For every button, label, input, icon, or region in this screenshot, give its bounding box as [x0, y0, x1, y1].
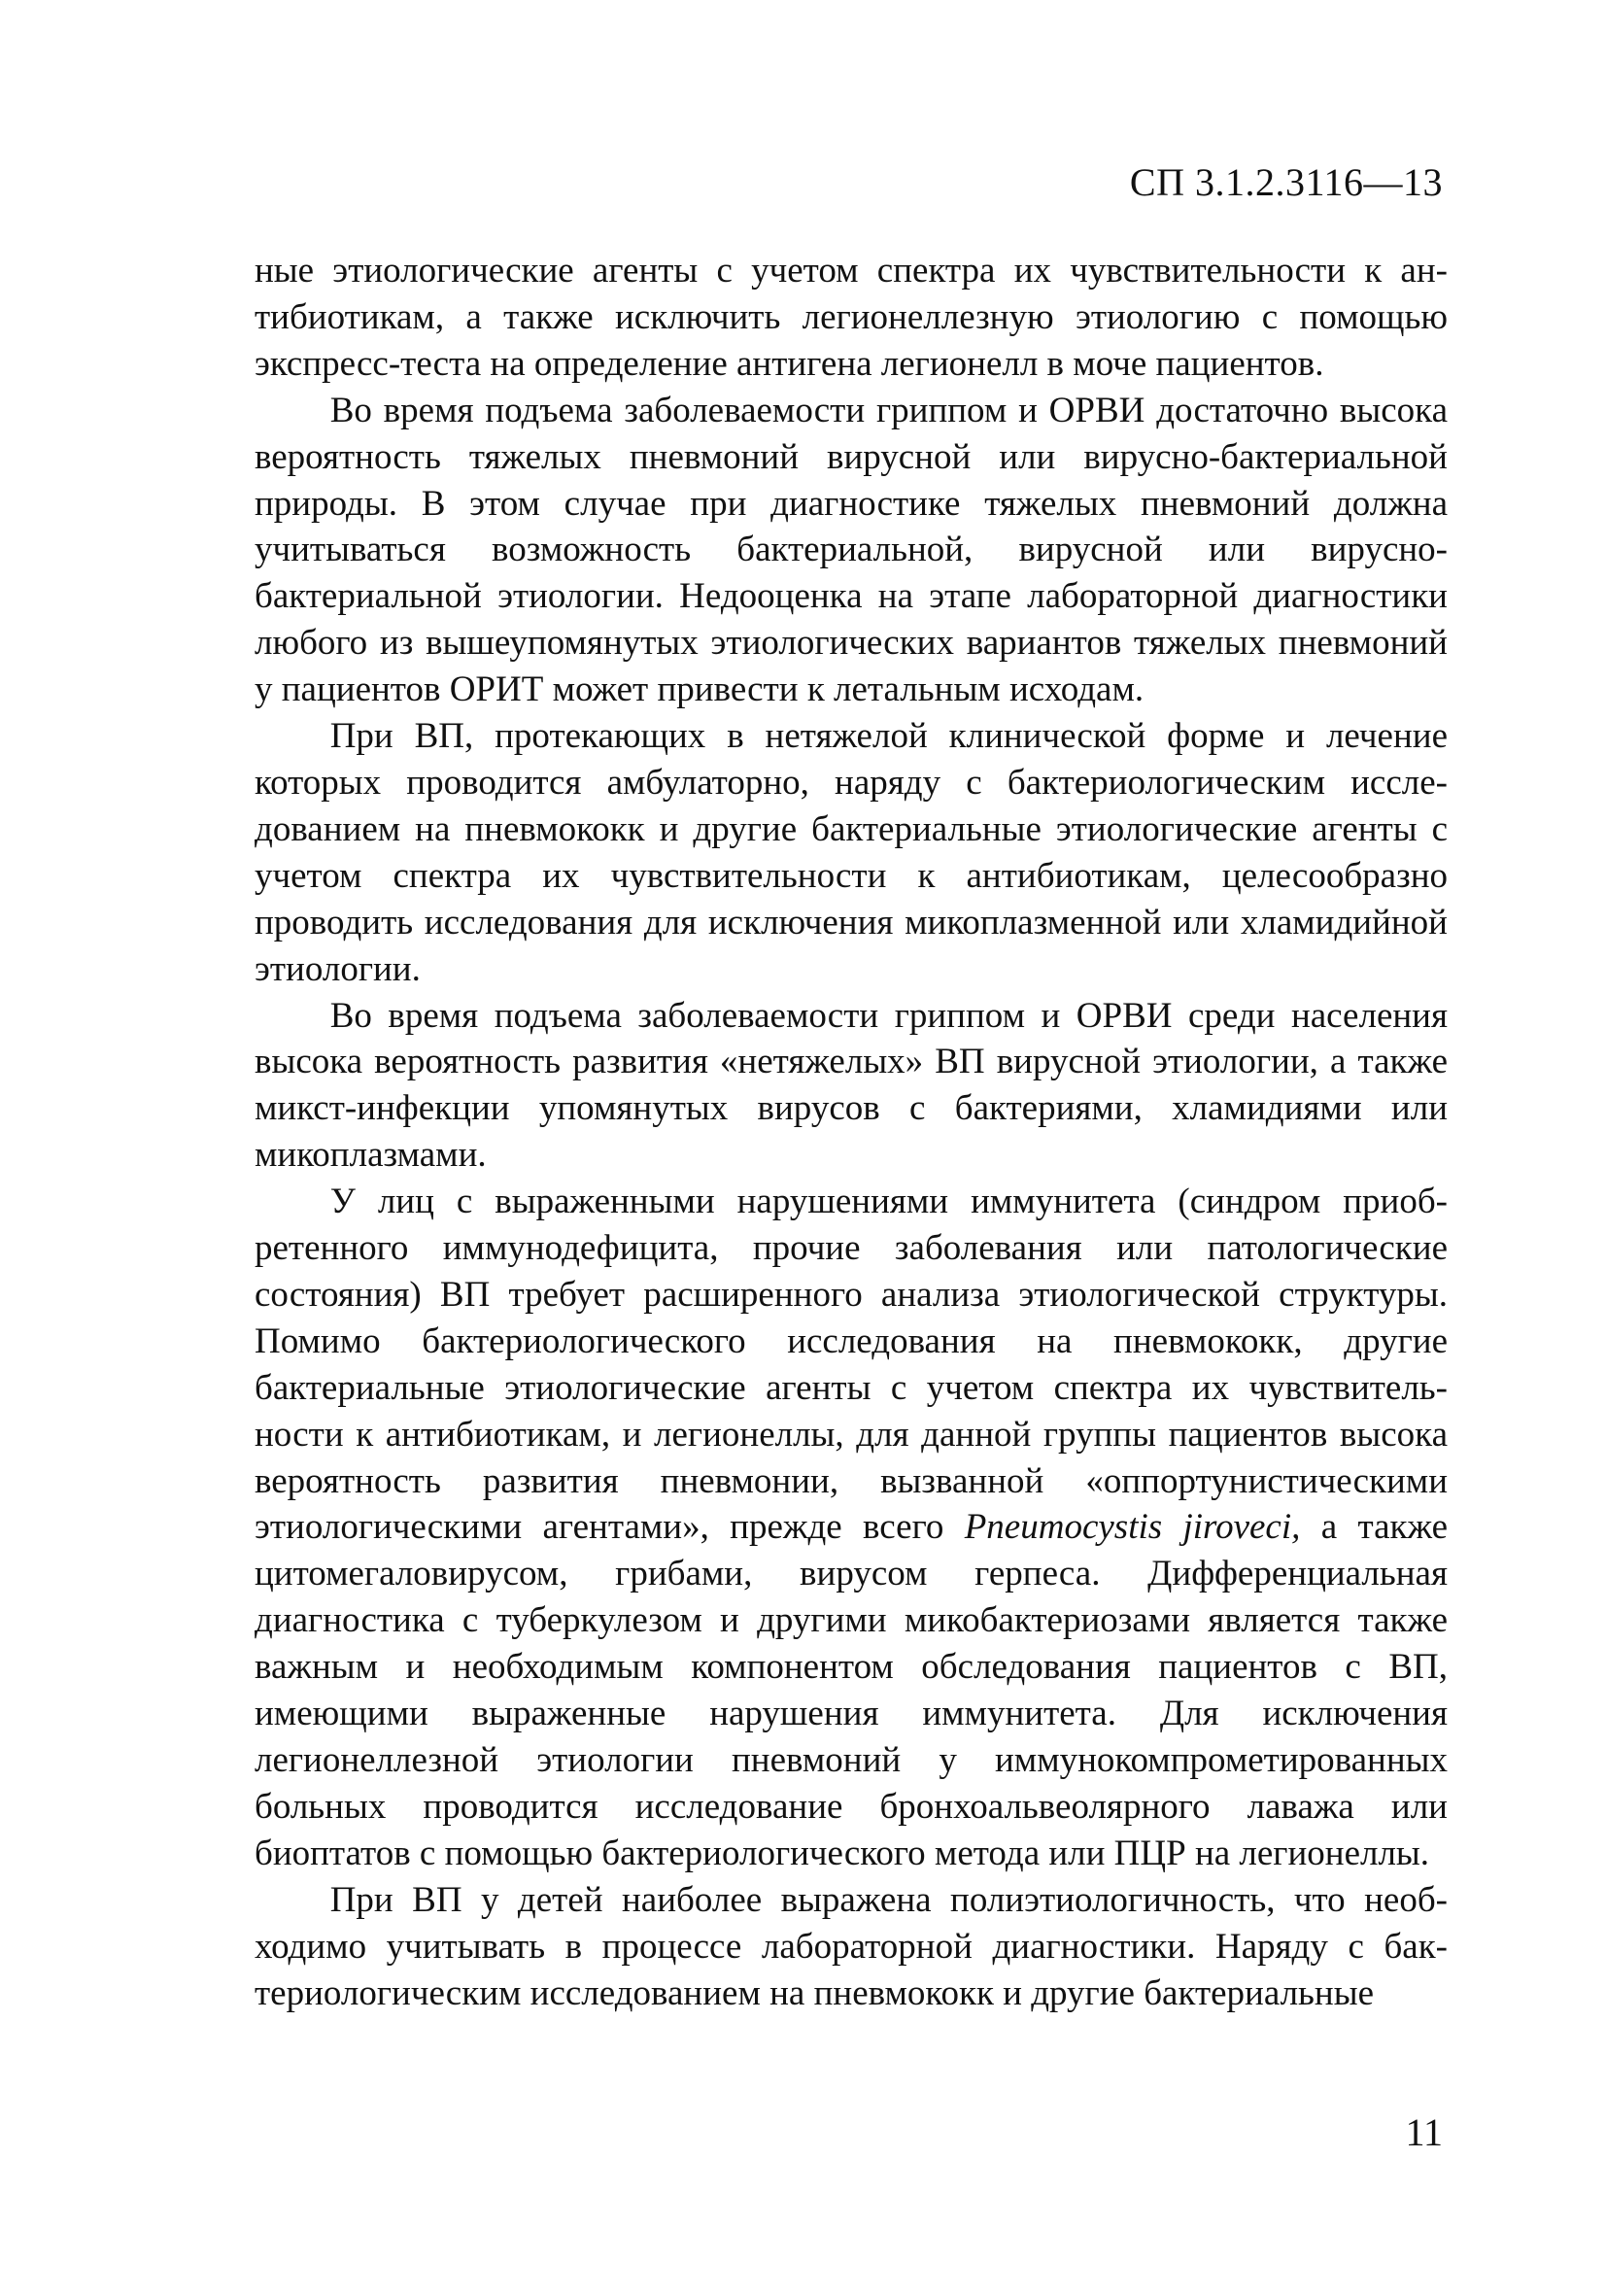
paragraph-children: При ВП у детей наиболее выражена полиэтиологичность, что необходимо учитывать в процессе лабораторной диагностики. Наряду с бактериологическим исследованием на пневмококк и другие бактериальные — [255, 1879, 1448, 2013]
pathogen-name-italic: Pneumocystis jiroveci, — [964, 1507, 1301, 1548]
document-code: СП 3.1.2.3116—13 — [1129, 160, 1443, 204]
paragraph-continuation: ные этиологические агенты с учетом спектра их чувствительности к антибиотикам, а также исключить легионеллезную этиологию с помощью экспресс-теста на определение антигена легионелл в моче пациентов. — [255, 251, 1448, 384]
immunodeficiency-text-after: а также цитомегаловирусом, грибами, вирусом герпеса. Дифференциальная диагностика с туберкулезом и другими микобактериозами является также важным и необходимым компонентом обследования пациентов с ВП, имеющими выраженные нарушения иммунитета. Для исключения легионеллезной этиологии пневмоний у иммунокомпрометированных больных проводится исследование бронхоальвеолярного лаважа или биоптатов с помощью бактериологического метода или ПЦР на легионеллы. — [255, 1507, 1448, 1873]
page-number: 11 — [1405, 2110, 1443, 2154]
immunodeficiency-text-before: У лиц с выраженными нарушениями иммунитета (синдром приобретенного иммунодефицита, прочие заболевания или патологические состояния) ВП требует расширенного анализа этиологической структуры. Помимо бактериологического исследования на пневмококк, другие бактериальные этиологические агенты с учетом спектра их чувствительности к антибиотикам, и легионеллы, для данной группы пациентов высока вероятность развития пневмонии, вызванной «оппортунистическими этиологическими агентами», прежде всего — [255, 1182, 1448, 1548]
paragraph-immunodeficiency — [255, 1179, 1448, 1877]
body-text — [255, 248, 1448, 2016]
paragraph-flu-mild-pneumonia: Во время подъема заболеваемости гриппом и ОРВИ среди населения высока вероятность развития «нетяжелых» ВП вирусной этиологии, а также микст-инфекции упомянутых вирусов с бактериями, хламидиями или микоплазмами. — [255, 995, 1448, 1176]
paragraph-flu-severe-pneumonia: Во время подъема заболеваемости гриппом и ОРВИ достаточно высока вероятность тяжелых пневмоний вирусной или вирусно-бактериальной природы. В этом случае при диагностике тяжелых пневмоний должна учитываться возможность бактериальной, вирусной или вирусно-бактериальной этиологии. Недооценка на этапе лабораторной диагностики любого из вышеупомянутых этиологических вариантов тяжелых пневмоний у пациентов ОРИТ может привести к летальным исходам. — [255, 390, 1448, 710]
paragraph-outpatient-pneumonia: При ВП, протекающих в нетяжелой клинической форме и лечение которых проводится амбулаторно, наряду с бактериологическим исследованием на пневмококк и другие бактериальные этиологические агенты с учетом спектра их чувствительности к антибиотикам, целесообразно проводить исследования для исключения микоплазменной или хламидийной этиологии. — [255, 716, 1448, 989]
